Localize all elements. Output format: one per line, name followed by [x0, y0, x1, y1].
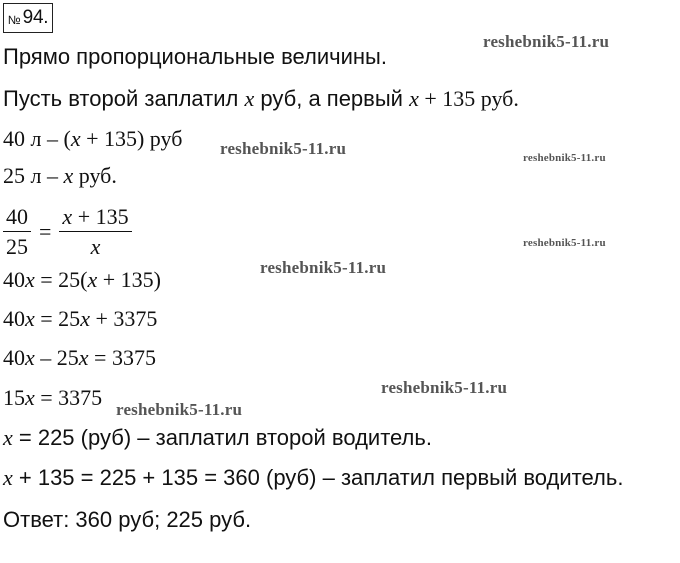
line-answer [3, 507, 251, 533]
line-eq-2 [3, 306, 157, 332]
text: + 135 = 225 + 135 = 360 (руб) – заплатил первый водитель. [12, 465, 624, 490]
fraction-left [3, 205, 31, 259]
text: + 3375 [89, 306, 158, 331]
watermark: reshebnik5-11.ru [381, 378, 508, 397]
variable-x: x [80, 306, 90, 331]
text: – 25 [34, 345, 79, 370]
text: + 135 [72, 204, 129, 229]
line-let [3, 86, 519, 112]
variable-x: x [87, 267, 98, 292]
text: руб, а первый [254, 86, 410, 111]
text: 40 [3, 345, 25, 370]
denominator: x [90, 234, 101, 259]
variable-x: x [63, 163, 74, 188]
variable-x: x [25, 385, 35, 410]
watermark: reshebnik5-11.ru [523, 237, 606, 249]
line-25-liters [3, 163, 117, 189]
numerator [59, 205, 131, 232]
text: = 25( [34, 267, 88, 292]
line-first-driver [3, 465, 623, 491]
variable-x: x [25, 345, 35, 370]
watermark: reshebnik5-11.ru [523, 152, 606, 164]
variable-x: x [25, 306, 35, 331]
text: = 25 [34, 306, 81, 331]
fraction-right [59, 205, 131, 259]
variable-x: x [62, 204, 73, 229]
text: 15 [3, 385, 25, 410]
problem-number-badge [3, 3, 53, 33]
text: 40 [3, 267, 25, 292]
text: = 3375 [34, 385, 103, 410]
text: = 3375 [88, 345, 156, 370]
text: + 135) руб [80, 126, 183, 151]
line-second-driver [3, 425, 432, 451]
line-eq-3 [3, 345, 156, 371]
numerator: 40 [3, 205, 31, 232]
watermark: reshebnik5-11.ru [260, 258, 387, 277]
watermark: reshebnik5-11.ru [483, 32, 610, 51]
text: + 135) [97, 267, 161, 292]
text: 25 л – [3, 163, 64, 188]
line-40-liters [3, 126, 182, 152]
line-eq-4 [3, 385, 102, 411]
line-proportional [3, 44, 387, 70]
answer-text: Ответ: 360 руб; 225 руб. [3, 507, 252, 532]
variable-x: x [244, 86, 255, 111]
equals-sign: = [39, 219, 52, 244]
line-eq-1 [3, 267, 161, 293]
text: 40 [3, 306, 25, 331]
denominator: 25 [6, 234, 28, 259]
variable-x: x [409, 86, 419, 111]
variable-x: x [78, 345, 89, 370]
text: Пусть второй заплатил [3, 86, 245, 111]
variable-x: x [3, 465, 13, 490]
text: Прямо пропорциональные величины. [3, 44, 387, 69]
variable-x: x [70, 126, 81, 151]
text: = 225 (руб) – заплатил второй водитель. [12, 425, 432, 450]
variable-x: x [3, 425, 13, 450]
text: руб. [73, 163, 117, 188]
number-sign: № [7, 12, 21, 27]
problem-number: 94. [22, 7, 49, 28]
proportion-equation [3, 200, 132, 264]
watermark: reshebnik5-11.ru [220, 139, 347, 158]
text: 40 л – ( [3, 126, 71, 151]
variable-x: x [25, 267, 35, 292]
text: + 135 руб. [418, 86, 519, 111]
watermark: reshebnik5-11.ru [116, 400, 243, 419]
